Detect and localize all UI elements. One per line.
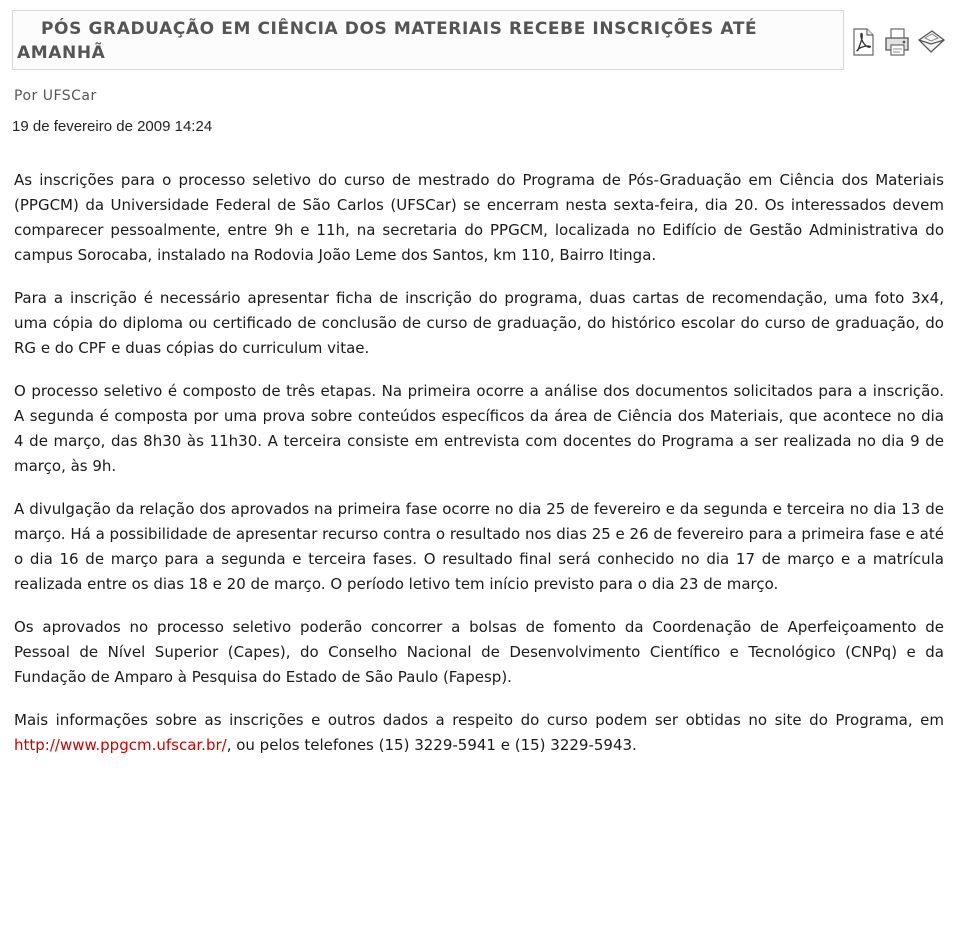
email-icon[interactable] (916, 26, 946, 58)
contact-text-before: Mais informações sobre as inscrições e outros dados a respeito do curso podem ser obtidas no site do Programa, em (14, 711, 944, 729)
program-site-link[interactable]: http://www.ppgcm.ufscar.br/ (14, 736, 227, 754)
contact-paragraph (14, 708, 944, 758)
article-body (14, 168, 944, 776)
paragraph: As inscrições para o processo seletivo do curso de mestrado do Programa de Pós-Graduação em Ciência dos Materiais (PPGCM) da Universidade Federal de São Carlos (UFSCar) se encerram nesta sexta-feira, dia 20. Os interessados devem comparecer pessoalmente, entre 9h e 11h, na secretaria do PPGCM, localizada no Edifício de Gestão Administrativa do campus Sorocaba, instalado na Rodovia João Leme dos Santos, km 110, Bairro Itinga. (14, 171, 944, 264)
paragraph: Os aprovados no processo seletivo poderão concorrer a bolsas de fomento da Coordenação de Aperfeiçoamento de Pessoal de Nível Superior (Capes), do Conselho Nacional de Desenvolvimento Científico e Tecnológico (CNPq) e da Fundação de Amparo à Pesquisa do Estado de São Paulo (Fapesp). (14, 618, 944, 686)
paragraph: O processo seletivo é composto de três etapas. Na primeira ocorre a análise dos documentos solicitados para a inscrição. A segunda é composta por uma prova sobre conteúdos específicos da área de Ciência dos Materiais, que acontece no dia 4 de março, das 8h30 às 11h30. A terceira consiste em entrevista com docentes do Programa a ser realizada no dia 9 de março, às 9h. (14, 382, 944, 475)
article-header (12, 10, 948, 72)
print-icon[interactable] (882, 26, 912, 58)
title-box (12, 10, 844, 70)
contact-text-after: , ou pelos telefones (15) 3229-5941 e (15) 3229-5943. (226, 736, 637, 754)
paragraph: A divulgação da relação dos aprovados na primeira fase ocorre no dia 25 de fevereiro e da segunda e terceira no dia 13 de março. Há a possibilidade de apresentar recurso contra o resultado nos dias 25 e 26 de fevereiro para a primeira fase e até o dia 16 de março para a segunda e terceira fases. O resultado final será conhecido no dia 17 de março e a matrícula realizada entre os dias 18 e 20 de março. O período letivo tem início previsto para o dia 23 de março. (14, 500, 944, 593)
article-date: 19 de fevereiro de 2009 14:24 (12, 118, 213, 135)
article-byline: Por UFSCar (14, 88, 97, 104)
article-toolbar (848, 26, 948, 60)
paragraph: Para a inscrição é necessário apresentar ficha de inscrição do programa, duas cartas de recomendação, uma foto 3x4, uma cópia do diploma ou certificado de conclusão de curso de graduação, do histórico escolar do curso de graduação, do RG e do CPF e duas cópias do curriculum vitae. (14, 289, 944, 357)
article-title: PÓS GRADUAÇÃO EM CIÊNCIA DOS MATERIAIS RECEBE INSCRIÇÕES ATÉ AMANHÃ (17, 19, 758, 63)
pdf-icon[interactable] (848, 26, 878, 58)
